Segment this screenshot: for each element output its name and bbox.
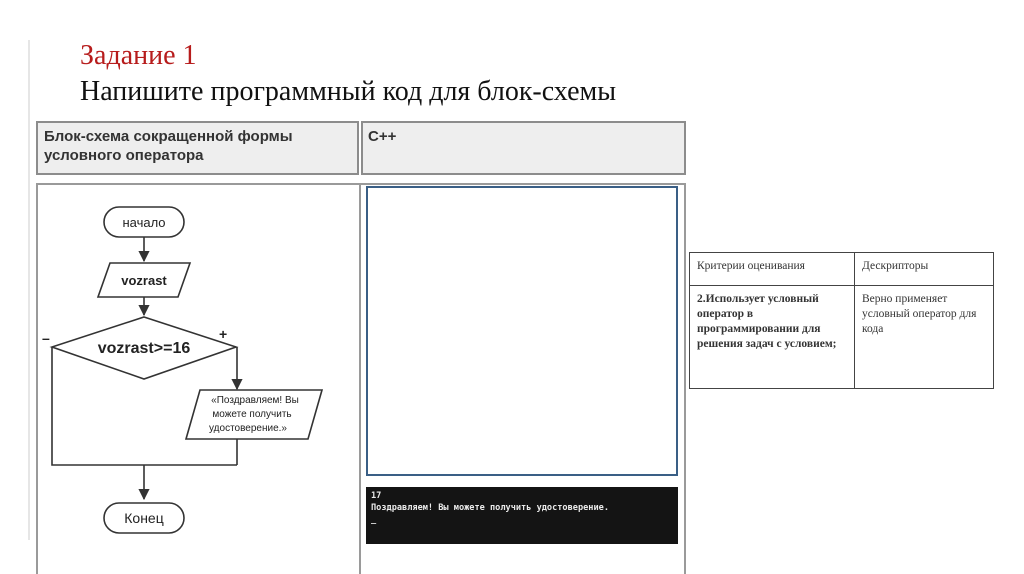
criteria-table [689,252,994,389]
descriptors-header: Дескрипторы [855,253,994,286]
code-header-label: C++ [368,128,397,145]
criteria-table-header-row [690,253,994,286]
criteria-header: Критерии оценивания [690,253,855,286]
descriptor-cell: Верно применяет условный оператор для кода [855,286,994,389]
slide-subtitle: Напишите программный код для блок-схемы [80,76,617,107]
console-line: 17 [371,491,382,501]
end-label: Конец [124,510,164,526]
console-cursor: _ [371,515,377,525]
code-header-cell [361,121,686,175]
console-output [366,487,678,544]
condition-label: vozrast>=16 [97,340,191,357]
start-label: начало [122,215,166,230]
output-line-2: можете получить [212,409,292,420]
no-sign: – [42,330,50,346]
content-divider [359,183,361,574]
criterion-cell: 2.Использует условный оператор в программировании для решения задач с условием; [690,286,855,389]
slide-title: Задание 1 [80,40,197,71]
yes-sign: + [219,326,228,342]
output-line-3: удостоверение.» [209,423,287,434]
table-row [690,286,994,389]
flowchart [38,185,358,574]
output-line-1: «Поздравляем! Вы [211,395,299,406]
input-label: vozrast [121,273,167,288]
code-input-area[interactable] [366,186,678,476]
flowchart-header-label: Блок-схема сокращенной формы условного оператора [44,128,293,164]
slide-left-border [28,40,30,540]
console-line: Поздравляем! Вы можете получить удостоверение. [371,503,609,513]
